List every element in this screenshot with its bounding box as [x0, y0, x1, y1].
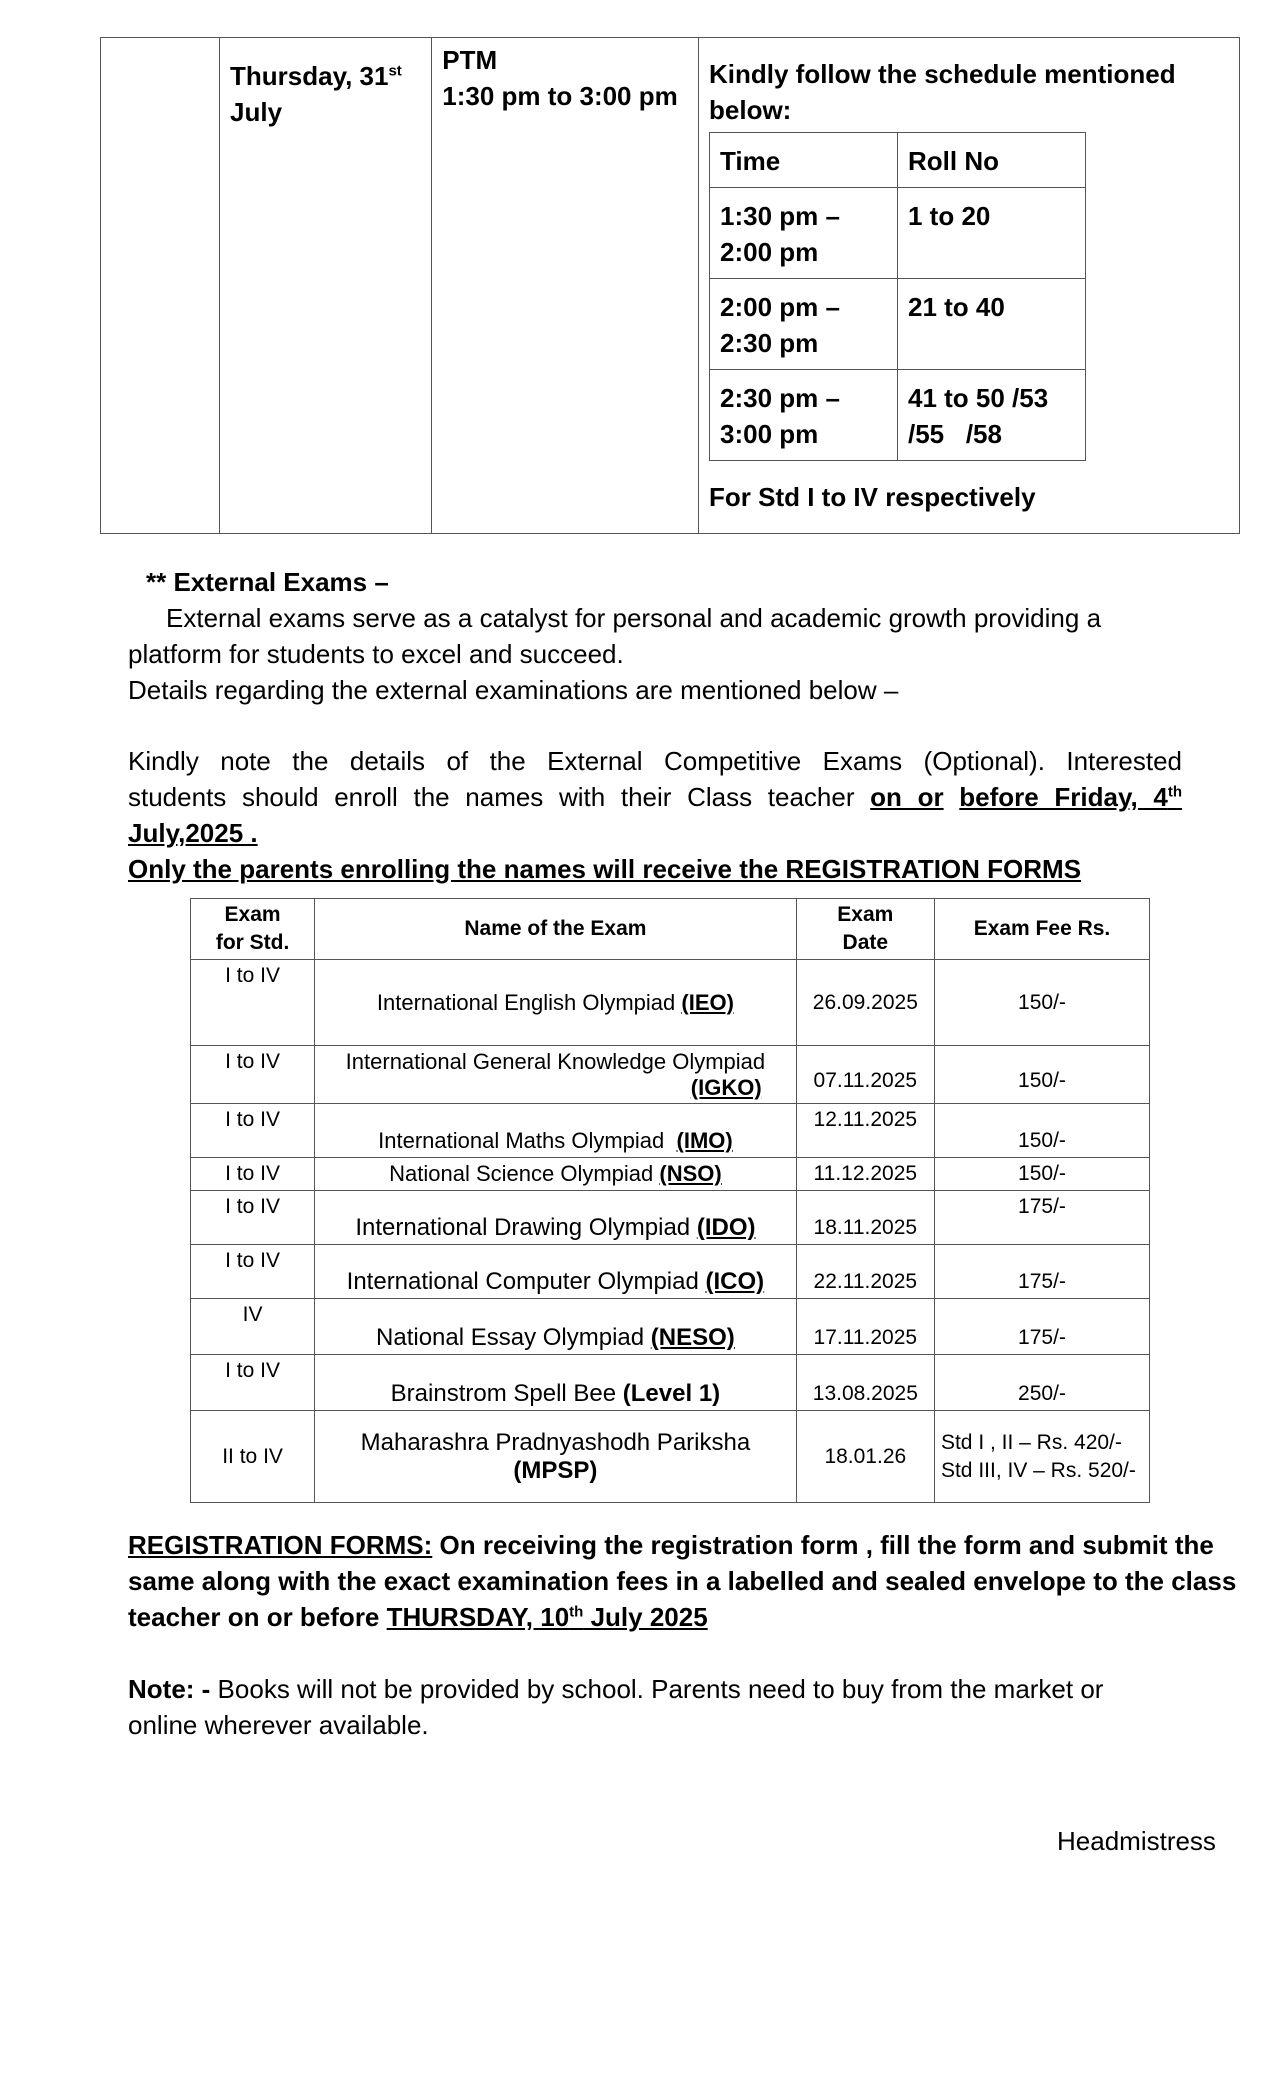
exam-date: 07.11.2025 — [796, 1046, 934, 1104]
exam-fee: 175/- — [934, 1191, 1149, 1245]
ptm-table — [100, 37, 1240, 534]
exam-date: 18.11.2025 — [796, 1191, 934, 1245]
table-row — [191, 1299, 1150, 1355]
exam-fee: 150/- — [934, 1158, 1149, 1191]
header-std: Exam for Std. — [191, 899, 315, 960]
ptm-date: Thursday, 31 — [230, 61, 389, 91]
header-name: Name of the Exam — [315, 899, 797, 960]
exam-fee: 175/- — [934, 1299, 1149, 1355]
exam-name: National Essay Olympiad (NESO) — [315, 1299, 797, 1355]
schedule-time: 2:30 pm — [720, 328, 819, 358]
exam-std: I to IV — [191, 1191, 315, 1245]
exam-name: International General Knowledge Olympiad (IGKO) — [315, 1046, 797, 1104]
header-date: Exam Date — [796, 899, 934, 960]
enroll-note-text: students should enroll the names with their Class teacher — [128, 782, 871, 812]
exam-date: 22.11.2025 — [796, 1245, 934, 1299]
table-row — [191, 1191, 1150, 1245]
schedule-roll: 1 to 20 — [908, 201, 991, 231]
exam-date: 17.11.2025 — [796, 1299, 934, 1355]
exam-name: National Science Olympiad (NSO) — [315, 1158, 797, 1191]
registration-label: REGISTRATION FORMS: — [128, 1530, 433, 1560]
exam-fee: 150/- — [934, 960, 1149, 1046]
ptm-instruction: Kindly follow the schedule mentioned below: — [709, 59, 1176, 125]
schedule-roll: /55 /58 — [908, 419, 1002, 449]
exam-name: Maharashra Pradnyashodh Pariksha (MPSP) — [315, 1411, 797, 1503]
external-intro-line2: platform for students to excel and succeed. — [128, 639, 624, 669]
external-heading: ** External Exams – — [146, 567, 389, 597]
registration-line1: REGISTRATION FORMS: On receiving the registration form , fill the form and submit the — [128, 1530, 1214, 1560]
exam-std: I to IV — [191, 1355, 315, 1411]
exam-date: 11.12.2025 — [796, 1158, 934, 1191]
enroll-note-line1: Kindly note the details of the External Competitive Exams (Optional). Interested — [128, 746, 1182, 776]
exam-table — [190, 898, 1150, 1503]
table-row — [191, 1158, 1150, 1191]
table-row — [191, 1046, 1150, 1104]
exam-std: I to IV — [191, 1104, 315, 1158]
ptm-title-cell — [432, 38, 699, 534]
header-fee: Exam Fee Rs. — [934, 899, 1149, 960]
schedule-roll: 41 to 50 /53 — [908, 383, 1049, 413]
enroll-deadline: before Friday, 4th — [959, 782, 1182, 812]
table-row — [191, 960, 1150, 1046]
table-row — [191, 1355, 1150, 1411]
exam-std: IV — [191, 1299, 315, 1355]
exam-name: Brainstrom Spell Bee (Level 1) — [315, 1355, 797, 1411]
ptm-footnote: For Std I to IV respectively — [709, 482, 1036, 512]
schedule-time: 1:30 pm – — [720, 201, 840, 231]
registration-deadline: THURSDAY, 10th July 2025 — [386, 1602, 708, 1632]
table-row — [191, 1245, 1150, 1299]
external-intro-line3: Details regarding the external examinations are mentioned below – — [128, 675, 899, 705]
registration-line2: same along with the exact examination fees in a labelled and sealed envelope to the class — [128, 1566, 1237, 1596]
exam-date: 18.01.26 — [796, 1411, 934, 1503]
exam-std: I to IV — [191, 1046, 315, 1104]
only-parents-note: Only the parents enrolling the names will receive the REGISTRATION FORMS — [128, 854, 1082, 884]
enroll-note-line3: July,2025 . — [128, 818, 258, 848]
exam-fee: 250/- — [934, 1355, 1149, 1411]
exam-name: International English Olympiad (IEO) — [315, 960, 797, 1046]
schedule-time: 2:00 pm – — [720, 292, 840, 322]
schedule-header-time: Time — [710, 133, 898, 188]
exam-name: International Computer Olympiad (ICO) — [315, 1245, 797, 1299]
enroll-deadline: on or — [870, 782, 944, 812]
exam-date: 13.08.2025 — [796, 1355, 934, 1411]
ptm-date-suffix: st — [388, 62, 402, 80]
ptm-date-month: July — [230, 97, 283, 127]
exam-std: I to IV — [191, 1158, 315, 1191]
exam-date: 12.11.2025 — [796, 1104, 934, 1158]
schedule-header-roll: Roll No — [898, 133, 1086, 188]
ptm-schedule-table — [709, 132, 1086, 461]
note-line1: Note: - Books will not be provided by school. Parents need to buy from the market or — [128, 1674, 1104, 1704]
exam-std: I to IV — [191, 1245, 315, 1299]
exam-fee: 150/- — [934, 1104, 1149, 1158]
schedule-row — [710, 188, 1086, 279]
table-row — [191, 1411, 1150, 1503]
note-label: Note: - — [128, 1674, 211, 1704]
exam-fee: Std I , II – Rs. 420/- Std III, IV – Rs. 520/- — [934, 1411, 1149, 1503]
ptm-time: 1:30 pm to 3:00 pm — [442, 81, 678, 111]
schedule-time: 2:30 pm – — [720, 383, 840, 413]
schedule-time: 2:00 pm — [720, 237, 819, 267]
ptm-title: PTM — [442, 45, 498, 75]
external-intro-line1: External exams serve as a catalyst for personal and academic growth providing a — [166, 603, 1102, 633]
exam-std: I to IV — [191, 960, 315, 1046]
empty-cell — [101, 38, 220, 534]
schedule-time: 3:00 pm — [720, 419, 819, 449]
schedule-roll: 21 to 40 — [908, 292, 1005, 322]
signature: Headmistress — [1057, 1826, 1216, 1856]
exam-name: International Drawing Olympiad (IDO) — [315, 1191, 797, 1245]
registration-line3: teacher on or before THURSDAY, 10th July 2025 — [128, 1602, 708, 1632]
exam-date: 26.09.2025 — [796, 960, 934, 1046]
note-line2: online wherever available. — [128, 1710, 429, 1740]
enroll-note-line2 — [128, 779, 1182, 815]
exam-std: II to IV — [191, 1411, 315, 1503]
exam-fee: 150/- — [934, 1046, 1149, 1104]
ptm-schedule-cell — [699, 38, 1240, 534]
exam-name: International Maths Olympiad (IMO) — [315, 1104, 797, 1158]
schedule-row — [710, 279, 1086, 370]
schedule-row — [710, 370, 1086, 461]
table-row — [191, 1104, 1150, 1158]
exam-fee: 175/- — [934, 1245, 1149, 1299]
ptm-date-cell — [220, 38, 432, 534]
